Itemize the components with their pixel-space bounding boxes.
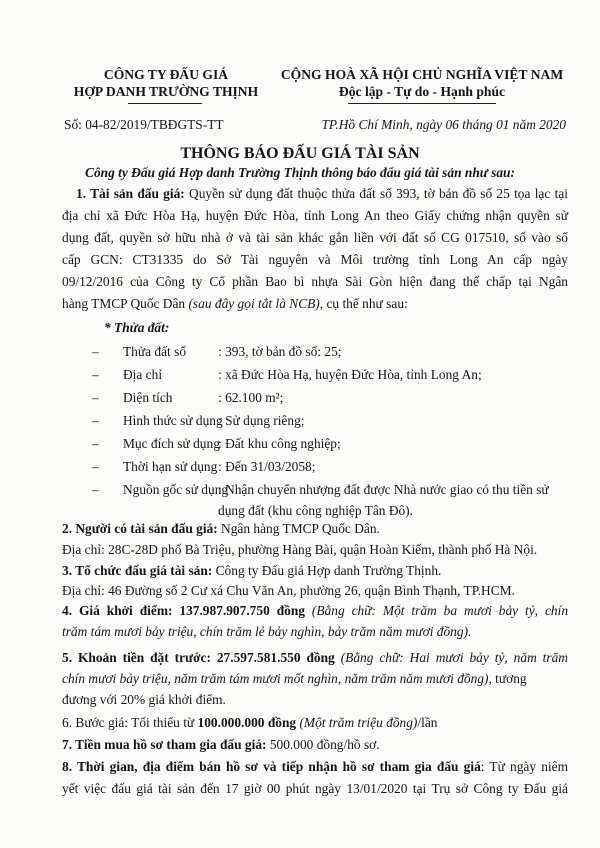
section-8-label: 8. Thời gian, địa điểm bán hồ sơ và tiếp nhận hồ sơ tham gia đấu giá <box>62 759 481 774</box>
section-3-address: Địa chỉ: 46 Đường số 2 Cư xá Chu Văn An, phường 26, quận Bình Thạnh, TP.HCM. <box>62 583 515 598</box>
header-left-rule <box>128 103 202 104</box>
document-title: THÔNG BÁO ĐẤU GIÁ TÀI SẢN <box>180 145 420 162</box>
country-name: CỘNG HOÀ XÃ HỘI CHỦ NGHĨA VIỆT NAM <box>280 67 564 82</box>
land-item-value: : Đến 31/03/2058; <box>218 459 316 474</box>
section-4-line-2: trăm tám mươi bảy triệu, chín trăm lẻ bảy nghìn, bảy trăm năm mươi đồng). <box>62 624 472 639</box>
company-name: CÔNG TY ĐẤU GIÁ <box>103 67 229 82</box>
header-right-rule <box>348 103 496 104</box>
section-1-line-4: cấp GCN: CT31335 do Sở Tài nguyên và Môi trường tỉnh Long An cấp ngày <box>62 252 568 267</box>
land-item-dash: – <box>92 482 99 497</box>
document-subtitle: Công ty Đấu giá Hợp danh Trường Thịnh thông báo đấu giá tài sản như sau: <box>85 165 515 180</box>
motto: Độc lập - Tự do - Hạnh phúc <box>338 84 506 99</box>
section-5-line-2: chín mươi bảy triệu, năm trăm tám mươi mốt nghìn, năm trăm năm mươi đồng), tương <box>62 671 527 686</box>
section-5-line-3: đương với 20% giá khởi điểm. <box>62 692 226 707</box>
section-2-label: 2. Người có tài sản đấu giá: <box>62 521 218 536</box>
section-2-address: Địa chỉ: 28C-28D phố Bà Triệu, phường Hàng Bài, quận Hoàn Kiếm, thành phố Hà Nội. <box>62 542 538 557</box>
land-item-dash: – <box>92 413 99 428</box>
land-heading: * Thửa đất: <box>104 320 170 335</box>
section-1-line-6: hàng TMCP Quốc Dân (sau đây gọi tắt là NCB), cụ thể như sau: <box>62 296 408 311</box>
land-item-value: : 393, tờ bản đồ số: 25; <box>218 344 342 359</box>
land-item-value: : Nhận chuyển nhượng đất được Nhà nước giao có thu tiền sử <box>218 482 549 497</box>
section-7: 7. Tiền mua hồ sơ tham gia đấu giá: 500.000 đồng/hồ sơ. <box>62 737 380 752</box>
land-item-dash: – <box>92 436 99 451</box>
section-5-label: 5. Khoản tiền đặt trước: <box>62 650 211 665</box>
land-item-dash: – <box>92 344 99 359</box>
section-8-line-2: yết việc đấu giá tài sản đến 17 giờ 00 phút ngày 13/01/2020 tại Trụ sở Công ty Đấu giá <box>62 781 568 796</box>
section-3-label: 3. Tổ chức đấu giá tài sản: <box>62 563 213 578</box>
section-1-line-2: địa chỉ xã Đức Hòa Hạ, huyện Đức Hòa, tỉnh Long An theo Giấy chứng nhận quyền sử <box>62 208 568 223</box>
land-item-label: Diện tích <box>123 390 173 405</box>
land-item-label: Mục đích sử dụng <box>123 436 220 451</box>
land-item-label: Thửa đất số <box>123 344 187 359</box>
section-1-line-3: dụng đất, quyền sở hữu nhà ở và tài sản khác gắn liền với đất số CG 017510, số vào sổ <box>62 230 568 245</box>
section-1-line-1: 1. Tài sản đấu giá: Quyền sử dụng đất thuộc thửa đất số 393, tờ bản đồ số 25 tọa lạc tại <box>76 186 568 201</box>
land-item-value-continued: dụng đất (khu công nghiệp Tân Đô). <box>218 503 413 518</box>
section-4-line-1: 4. Giá khởi điểm: 137.987.907.750 đồng (Bằng chữ: Một trăm ba mươi bảy tỷ, chín <box>62 603 569 618</box>
section-2: 2. Người có tài sản đấu giá: Ngân hàng TMCP Quốc Dân. <box>62 521 380 536</box>
section-1-label: 1. Tài sản đấu giá: <box>76 186 185 201</box>
section-8-line-1: 8. Thời gian, địa điểm bán hồ sơ và tiếp nhận hồ sơ tham gia đấu giá: Từ ngày niêm <box>62 759 568 774</box>
land-item-dash: – <box>92 459 99 474</box>
section-7-label: 7. Tiền mua hồ sơ tham gia đấu giá: <box>62 737 267 752</box>
land-item-label: Hình thức sử dụng <box>123 413 223 428</box>
section-6: 6. Bước giá: Tối thiểu từ 100.000.000 đồng (Một trăm triệu đồng)/lần <box>62 715 438 730</box>
deposit-amount: 27.597.581.550 đồng <box>210 650 341 665</box>
land-item-label: Địa chỉ <box>123 367 163 382</box>
starting-price: 137.987.907.750 đồng <box>172 603 312 618</box>
place-date: TP.Hồ Chí Minh, ngày 06 tháng 01 năm 2020 <box>321 117 566 132</box>
land-item-value: : Sử dụng riêng; <box>218 413 305 428</box>
section-5-line-1: 5. Khoản tiền đặt trước: 27.597.581.550 đồng (Bằng chữ: Hai mươi bảy tỷ, năm trăm <box>62 650 568 665</box>
bid-step-amount: 100.000.000 đồng <box>197 715 297 730</box>
section-6-label: 6. Bước giá: Tối thiểu từ <box>62 715 198 730</box>
section-4-label: 4. Giá khởi điểm: <box>62 603 173 618</box>
section-3: 3. Tổ chức đấu giá tài sản: Công ty Đấu giá Hợp danh Trường Thịnh. <box>62 563 442 578</box>
land-item-value: : xã Đức Hòa Hạ, huyện Đức Hòa, tỉnh Long An; <box>218 367 482 382</box>
land-item-dash: – <box>92 390 99 405</box>
land-item-value: : 62.100 m²; <box>218 390 284 405</box>
land-item-label: Nguồn gốc sử dụng <box>123 482 229 497</box>
land-item-value: : Đất khu công nghiệp; <box>218 436 341 451</box>
document-number: Số: 04-82/2019/TBĐGTS-TT <box>64 117 224 132</box>
company-name-line2: HỢP DANH TRƯỜNG THỊNH <box>73 84 259 99</box>
land-item-dash: – <box>92 367 99 382</box>
section-1-line-5: 09/12/2016 của Công ty Cổ phần Bao bì nhựa Sài Gòn hiện đang thế chấp tại Ngân <box>62 274 568 289</box>
land-item-label: Thời hạn sử dụng <box>123 459 218 474</box>
